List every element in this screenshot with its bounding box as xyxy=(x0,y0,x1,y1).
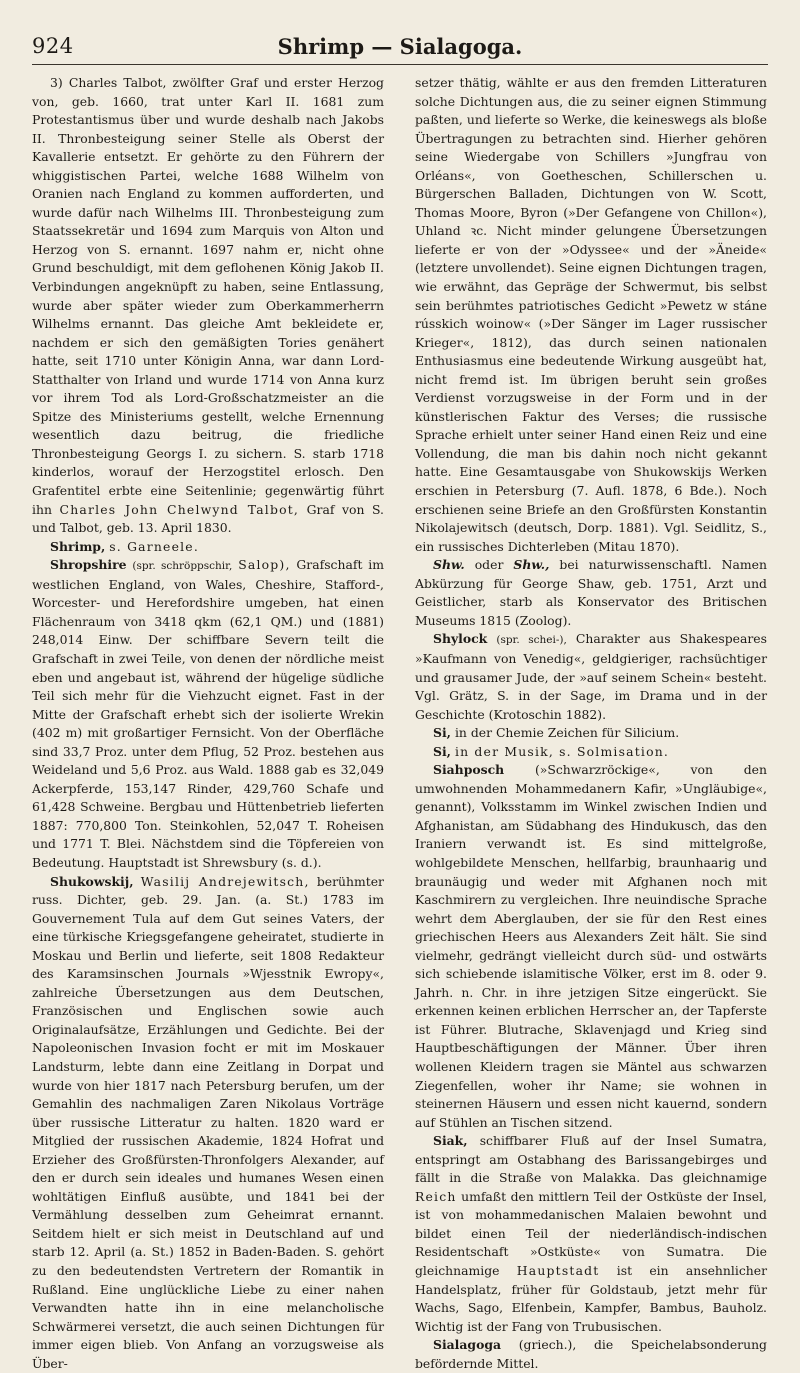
alias-salop: Salop), xyxy=(238,557,291,573)
entry-sialagoga-text: (griech.), die Speichelabsonderung befördernde Mittel. xyxy=(415,1337,767,1371)
entry-shukowskij-cont-text: setzer thätig, wählte er aus den fremden Litteraturen solche Dichtungen aus, die zu seiner eignen Stimmung paßten, und lieferte so Werke, die keineswegs als bloße Übertragungen zu betrachten sind. Hierher gehören seine Wiedergabe von Schillers »Jungfrau von Orléans«, von Goetheschen, Schillerschen u. Bürgerschen Balladen, Dichtungen von W. Scott, Thomas Moore, Byron (»Der Gefangene von Chillon«), Uhland ꝛc. Nicht minder gelungene Übersetzungen lieferte er von der »Odyssee« und der »Äneide« (letztere unvollendet). Seine eignen Dichtungen tragen, wie erwähnt, das Gepräge der Schwermut, bis selbst sein berühmtes patriotisches Gedicht »Pewetz w stáne rússkich woinow« (»Der Sänger im Lager russischer Krieger«, 1812), das durch seinen nationalen Enthusiasmus eine bedeutende Wirkung ausgeübt hat, nicht fremd ist. Im übrigen beruht sein großes Verdienst vorzugsweise in der Form und in der künstlerischen Faktur des Verses; die russische Sprache erhielt unter seiner Hand einen Reiz und eine Vollendung, die man bis dahin noch nicht gekannt hatte. Eine Gesamtausgabe von Shukowskijs Werken erschien in Petersburg (7. Aufl. 1878, 6 Bde.). Noch erschienen seine Briefe an den Großfürsten Konstantin Nikolajewitsch (deutsch, Dorp. 1881). Vgl. Seidlitz, S., ein russisches Dichterleben (Mitau 1870). xyxy=(415,75,767,554)
entry-shukowskij-text: berühmter russ. Dichter, geb. 29. Jan. (a. St.) 1783 im Gouvernement Tula auf dem Gut seines Vaters, der eine türkische Kriegsgefangene geheiratet, studierte in Moskau und Berlin und lieferte, seit 1808 Redakteur des Karamsinschen Journals »Wjesstnik Ewropy«, zahlreiche Übersetzungen aus dem Deutschen, Französischen und Englischen sowie auch Originalaufsätze, Erzählungen und Gedichte. Bei der Napoleonischen Invasion focht er mit im Moskauer Landsturm, lebte dann eine Zeitlang in Dorpat und wurde von hier 1817 nach Petersburg berufen, um der Gemahlin des nachmaligen Zaren Nikolaus Vorträge über russische Litteratur zu halten. 1820 ward er Mitglied der russischen Akademie, 1824 Hofrat und Erzieher des Großfürsten-Thronfolgers Alexander, auf den er durch sein ideales und humanes Wesen einen wohltätigen Einfluß ausübte, und 1841 bei der Vermählung desselben zum Geheimrat ernannt. Seitdem hielt er sich meist in Deutschland auf und starb 12. April (a. St.) 1852 in Baden-Baden. S. gehört zu den bedeutendsten Vertretern der Romantik in Rußland. Eine unglückliche Liebe zu einer nahen Verwandten hatte ihn in eine melancholische Schwärmerei versetzt, die auch seinen Dichtungen für immer eigen blieb. Von Anfang an vorzugsweise als Über- xyxy=(32,873,384,1371)
entry-siak-text-2: umfaßt den mittlern Teil der Ostküste der Insel, ist von mohammedanischen Malaien bewohnt und bildet einen Teil der niederländisch-indischen Residentschaft »Ostküste« von Sumatra. Die gleichnamige xyxy=(415,1188,767,1278)
entry-siak-text-3: ist ein ansehnlicher Handelsplatz, früher für Goldstaub, jetzt mehr für Wachs, Sago, Elfenbein, Kampfer, Bambus, Bauholz. Wichtig ist der Fang von Trubusischen. xyxy=(415,1263,767,1334)
page-number: 924 xyxy=(32,34,74,58)
entry-shw-or: oder xyxy=(474,557,504,573)
entry-si-chemistry-text: in der Chemie Zeichen für Silicium. xyxy=(454,725,680,741)
entry-shrimp-text: s. Garneele. xyxy=(109,538,199,554)
headword-sialagoga: Sialagoga xyxy=(433,1337,502,1353)
headword-siahposch: Siahposch xyxy=(433,762,505,778)
page-header xyxy=(32,34,768,64)
entry-talbot-text: 3) Charles Talbot, zwölfter Graf und erster Herzog von, geb. 1660, trat unter Karl II. 1681 zum Protestantismus über und wurde deshalb nach Jakobs II. Thronbesteigung seiner Stelle als Oberst der Kavallerie entsetzt. Er gehörte zu den Führern der whiggistischen Partei, welche 1688 Wilhelm von Oranien nach England zu kommen aufforderten, und wurde dafür nach Wilhelms III. Thronbesteigung zum Staatssekretär und 1694 zum Marquis von Alton und Herzog von S. ernannt. 1697 nahm er, nicht ohne Grund beschuldigt, mit dem geflohenen König Jakob II. Verbindungen angeknüpft zu haben, seine Entlassung, wurde aber später wieder zum Oberkammerherrn Wilhelms ernannt. Das gleiche Amt bekleidete er, nachdem er sich den gemäßigten Tories genähert hatte, seit 1710 unter Königin Anna, war dann Lord-Statthalter von Irland und wurde 1714 von Anna kurz vor ihrem Tod als Lord-Großschatzmeister an die Spitze des Ministeriums gestellt, welche Ernennung wesentlich dazu beitrug, die friedliche Thronbesteigung Georgs I. zu sichern. S. starb 1718 kinderlos, worauf der Herzogstitel erlosch. Den Grafentitel erbte eine Seitenlinie; gegenwärtig führt ihn xyxy=(32,75,384,517)
headword-shukowskij: Shukowskij, xyxy=(50,873,134,889)
entry-siahposch xyxy=(415,761,767,1132)
entry-shw xyxy=(415,556,767,630)
entry-sialagoga xyxy=(415,1336,767,1373)
headword-shropshire: Shropshire xyxy=(50,557,127,573)
entry-shylock-text: Charakter aus Shakespeares »Kaufmann von Venedig«, geldgieriger, rachsüchtiger und grausamer Jude, der »auf seinem Schein« besteht. Vgl. Grätz, S. in der Sage, im Drama und in der Geschichte (Krotoschin 1882). xyxy=(415,631,767,722)
entry-shropshire-text: Grafschaft im westlichen England, von Wales, Cheshire, Stafford-, Worcester- und Herefordshire umgeben, hat einen Flächenraum von 3418 qkm (62,1 QM.) und (1881) 248,014 Einw. Der schiffbare Severn teilt die Grafschaft in zwei Teile, von denen der nördliche meist eben und angebaut ist, während der hügelige südliche Teil sich mehr für die Viehzucht eignet. Fast in der Mitte der Grafschaft erhebt sich der isolierte Wrekin (402 m) mit großartiger Fernsicht. Von der Oberfläche sind 33,7 Proz. unter dem Pflug, 52 Proz. bestehen aus Weideland und 5,6 Proz. aus Wald. 1888 gab es 32,049 Ackerpferde, 153,147 Rinder, 429,760 Schafe und 61,428 Schweine. Bergbau und Hüttenbetrieb lieferten 1887: 770,800 Ton. Steinkohlen, 52,047 T. Roheisen und 1771 T. Blei. Nächstdem sind die Töpfereien von Bedeutung. Hauptstadt ist Shrewsbury (s. d.). xyxy=(32,557,384,870)
entry-shukowskij-continued xyxy=(415,74,767,556)
entry-talbot-name: Charles John Chelwynd Talbot, xyxy=(59,501,300,517)
entry-talbot-text-end: Graf von S. und Talbot, geb. 13. April 1830. xyxy=(32,501,384,536)
left-column xyxy=(32,74,384,1373)
entry-siak-text-1: schiffbarer Fluß auf der Insel Sumatra, entspringt am Ostabhang des Barissangebirges und fällt in die Straße von Malakka. Das gleichnamige xyxy=(415,1133,767,1186)
entry-siak-reich: Reich xyxy=(415,1188,457,1204)
headword-shrimp: Shrimp, xyxy=(50,538,106,554)
entry-shropshire xyxy=(32,556,384,872)
entry-si-music-text: in der Musik, s. Solmisation. xyxy=(454,743,670,759)
right-column xyxy=(415,74,767,1373)
headword-si-chemistry: Si, xyxy=(433,725,451,741)
headword-si-music: Si, xyxy=(433,743,451,759)
headword-shylock: Shylock xyxy=(433,631,488,647)
entry-shukowskij-name: Wasilij Andrejewitsch, xyxy=(140,873,310,889)
headword-siak: Siak, xyxy=(433,1133,468,1149)
entry-shw-text: bei naturwissenschaftl. Namen Abkürzung für George Shaw, geb. 1751, Arzt und Geistlicher, starb als Konservator des Britischen Museums 1815 (Zoolog). xyxy=(415,557,767,628)
pronunciation-shropshire: (spr. schröppschir, xyxy=(132,560,233,573)
entry-shukowskij xyxy=(32,873,384,1373)
entry-shrimp xyxy=(32,538,384,557)
headword-shw: Shw. xyxy=(433,557,465,573)
entry-siak xyxy=(415,1132,767,1336)
pronunciation-shylock: (spr. schei-), xyxy=(496,634,567,647)
entry-si-chemistry xyxy=(415,724,767,743)
header-rule xyxy=(32,64,768,65)
entry-siahposch-text: (»Schwarzröckige«, von den umwohnenden Mohammedanern Kafir, »Ungläubige«, genannt), Volksstamm im Winkel zwischen Indien und Afghanistan, am Südabhang des Hindukusch, das den Iraniern verwandt ist. Es sind mittelgroße, wohlgebildete Menschen, hellfarbig, braunhaarig und braunäugig und weder mit Afghanen noch mit Kaschmirern zu vergleichen. Ihre neuindische Sprache wehrt dem Aberglauben, der sie für den Rest eines griechischen Heers aus Alexanders Zeit hält. Sie sind vielmehr, gedrängt vielleicht durch süd- und ostwärts sich schiebende islamitische Völker, erst im 8. oder 9. Jahrh. n. Chr. in ihre jetzigen Sitze eingerückt. Sie erkennen keinen erblichen Herrscher an, der Tapferste ist Führer. Blutrache, Sklavenjagd und Krieg sind Hauptbeschäftigungen der Männer. Über ihren wollenen Kleidern tragen sie Mäntel aus schwarzen Ziegenfellen, woher ihr Name; sie wohnen in steinernen Häusern und essen nicht kauernd, sondern auf Stühlen an Tischen sitzend. xyxy=(415,762,767,1130)
headword-shw-alt: Shw., xyxy=(513,557,550,573)
entry-talbot xyxy=(32,74,384,538)
running-title: Shrimp — Sialagoga. xyxy=(277,34,523,59)
entry-siak-hauptstadt: Hauptstadt xyxy=(516,1263,600,1278)
entry-shylock xyxy=(415,630,767,724)
entry-si-music xyxy=(415,743,767,762)
